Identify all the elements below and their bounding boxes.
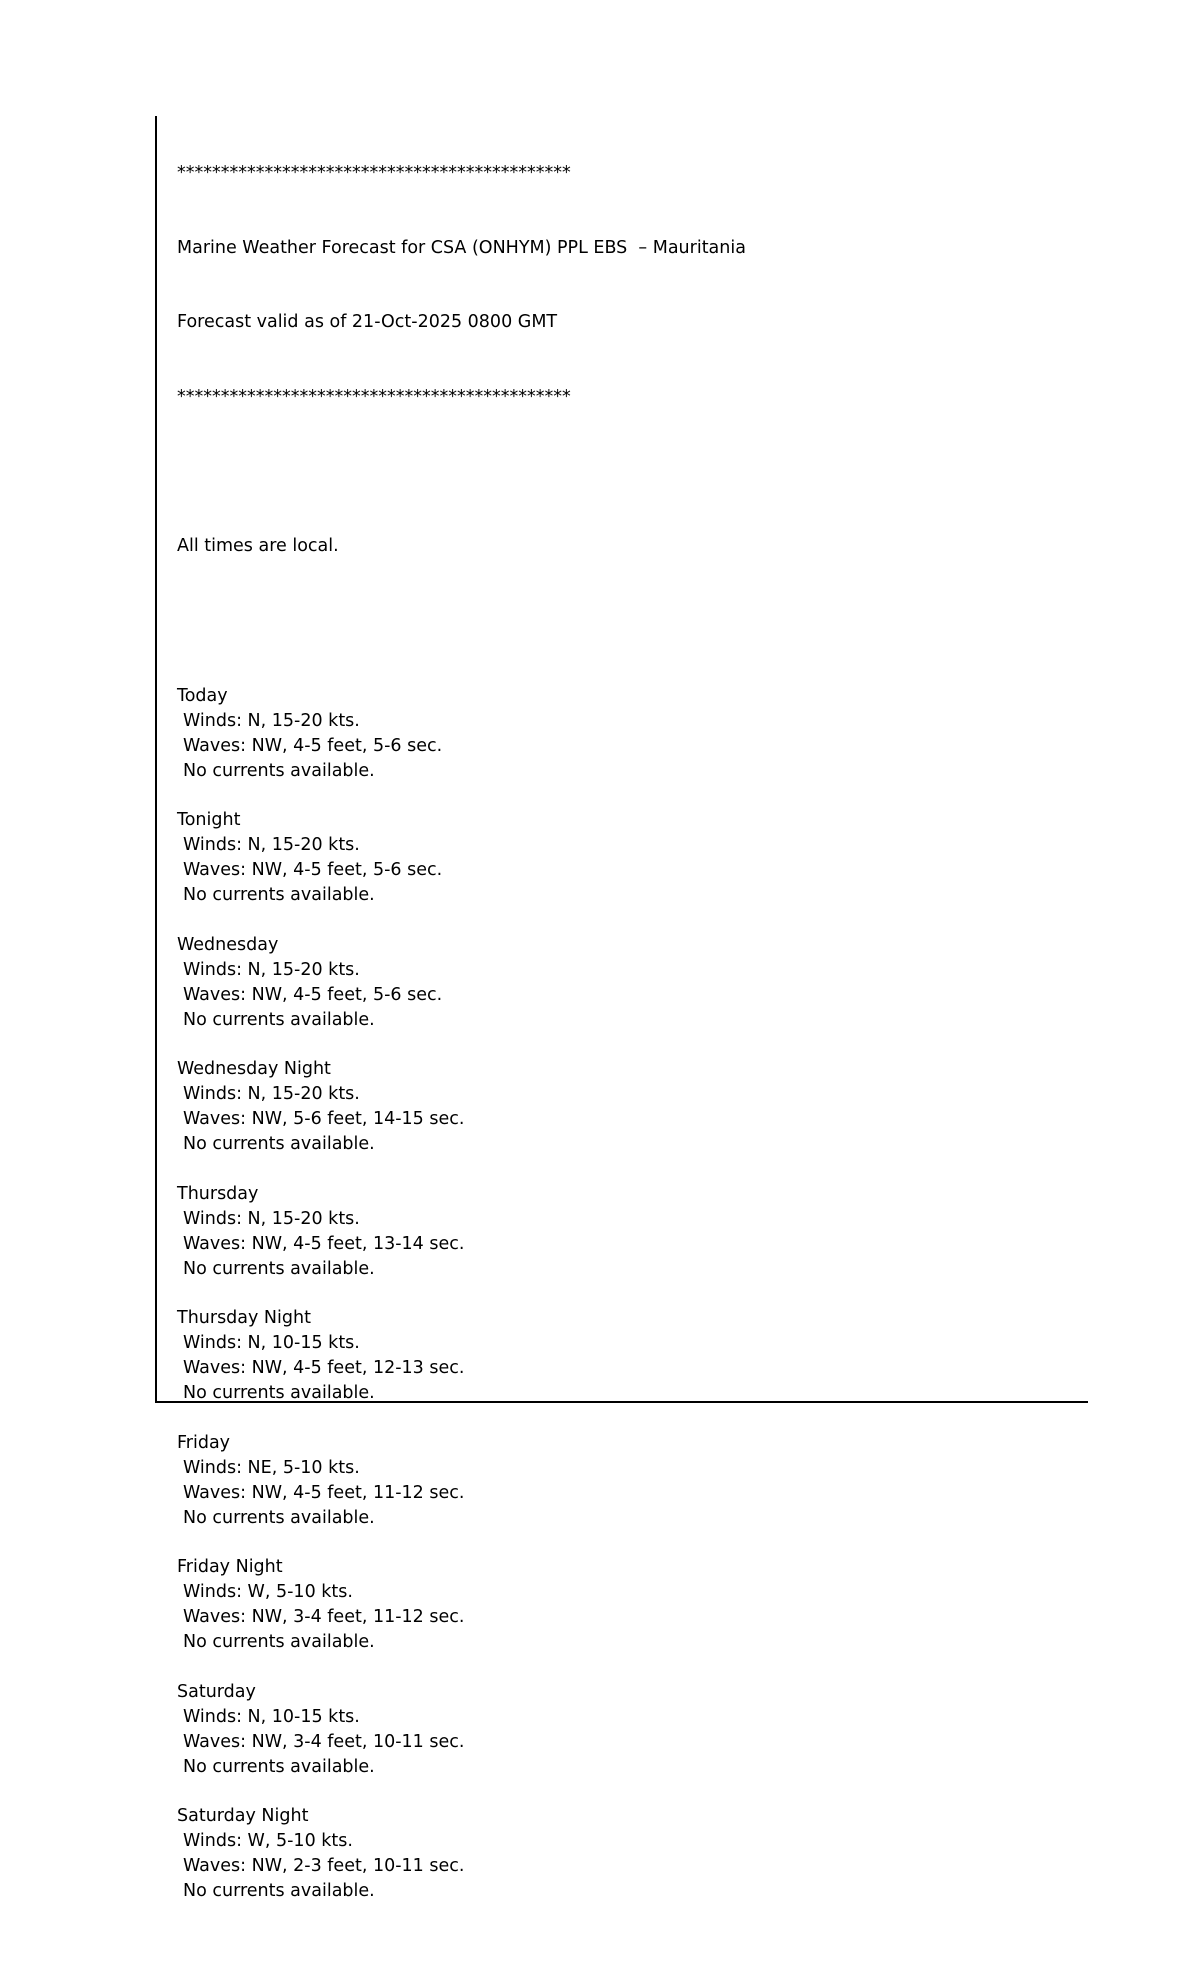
blank-line (177, 1531, 746, 1556)
blank-line (177, 1282, 746, 1307)
section-winds: Winds: N, 15-20 kts. (183, 710, 360, 731)
section-currents: No currents available. (183, 1383, 375, 1404)
section-waves: Waves: NW, 3-4 feet, 10-11 sec. (183, 1731, 465, 1752)
section-currents: No currents available. (183, 1881, 375, 1902)
section-currents: No currents available. (183, 1009, 375, 1030)
section-heading: Friday Night (177, 1557, 283, 1578)
section-winds: Winds: W, 5-10 kts. (183, 1582, 353, 1603)
section-waves: Waves: NW, 4-5 feet, 5-6 sec. (183, 735, 443, 756)
section-currents: No currents available. (183, 1507, 375, 1528)
section-waves: Waves: NW, 4-5 feet, 5-6 sec. (183, 984, 443, 1005)
section-heading: Thursday Night (177, 1308, 311, 1329)
forecast-valid-line: Forecast valid as of 21-Oct-2025 0800 GMT (177, 312, 558, 333)
section-waves: Waves: NW, 3-4 feet, 11-12 sec. (183, 1607, 465, 1628)
section-winds: Winds: N, 15-20 kts. (183, 1208, 360, 1229)
blank-line (177, 1904, 746, 1929)
section-currents: No currents available. (183, 885, 375, 906)
section-winds: Winds: N, 15-20 kts. (183, 1084, 360, 1105)
section-waves: Waves: NW, 4-5 feet, 11-12 sec. (183, 1482, 465, 1503)
section-waves: Waves: NW, 4-5 feet, 12-13 sec. (183, 1358, 465, 1379)
document-title: Marine Weather Forecast for CSA (ONHYM) PPL EBS – Mauritania (177, 237, 746, 258)
blank-line (177, 609, 746, 634)
section-winds: Winds: N, 15-20 kts. (183, 835, 360, 856)
section-currents: No currents available. (183, 1258, 375, 1279)
section-currents: No currents available. (183, 1756, 375, 1777)
blank-line (177, 1655, 746, 1680)
section-heading: Friday (177, 1432, 231, 1453)
section-waves: Waves: NW, 2-3 feet, 10-11 sec. (183, 1856, 465, 1877)
section-currents: No currents available. (183, 1134, 375, 1155)
blank-line (177, 908, 746, 933)
section-heading: Saturday (177, 1681, 256, 1702)
section-heading: Thursday (177, 1183, 259, 1204)
section-waves: Waves: NW, 4-5 feet, 5-6 sec. (183, 860, 443, 881)
section-heading: Today (177, 685, 228, 706)
forecast-sections (177, 684, 746, 1929)
divider-bottom: ********************************************* (177, 386, 571, 407)
forecast-text-block (177, 111, 746, 1979)
section-heading: Saturday Night (177, 1806, 309, 1827)
blank-line (177, 1032, 746, 1057)
section-heading: Wednesday (177, 934, 279, 955)
section-waves: Waves: NW, 5-6 feet, 14-15 sec. (183, 1109, 465, 1130)
blank-line (177, 1157, 746, 1182)
section-heading: Wednesday Night (177, 1059, 331, 1080)
section-winds: Winds: W, 5-10 kts. (183, 1831, 353, 1852)
section-currents: No currents available. (183, 1632, 375, 1653)
blank-line (177, 460, 746, 485)
section-winds: Winds: N, 15-20 kts. (183, 959, 360, 980)
section-currents: No currents available. (183, 760, 375, 781)
section-heading: Tonight (177, 810, 241, 831)
section-winds: Winds: N, 10-15 kts. (183, 1333, 360, 1354)
times-note: All times are local. (177, 536, 339, 557)
section-winds: Winds: N, 10-15 kts. (183, 1706, 360, 1727)
blank-line (177, 1406, 746, 1431)
blank-line (177, 1780, 746, 1805)
section-waves: Waves: NW, 4-5 feet, 13-14 sec. (183, 1233, 465, 1254)
blank-line (177, 783, 746, 808)
divider-top: ********************************************* (177, 162, 571, 183)
section-winds: Winds: NE, 5-10 kts. (183, 1457, 360, 1478)
